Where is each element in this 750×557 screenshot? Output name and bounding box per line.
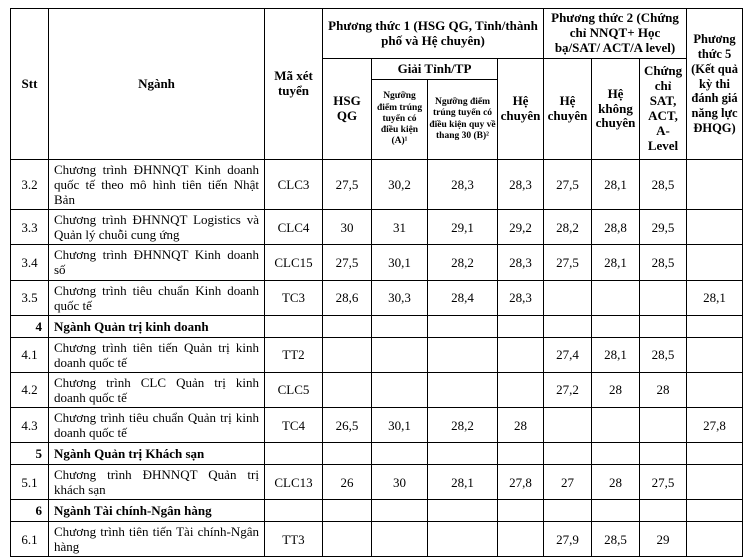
score-cell <box>498 522 544 557</box>
ma-cell: CLC15 <box>265 245 323 280</box>
ma-cell: TC4 <box>265 408 323 443</box>
score-cell <box>323 337 372 372</box>
table-row <box>11 372 743 407</box>
score-cell <box>428 500 498 522</box>
table-row <box>11 210 743 245</box>
score-cell <box>640 315 687 337</box>
score-cell <box>498 500 544 522</box>
score-cell <box>372 522 428 557</box>
score-cell <box>687 337 743 372</box>
score-cell: 28 <box>592 465 640 500</box>
score-cell: 30,2 <box>372 160 428 210</box>
score-cell <box>592 315 640 337</box>
col-header-nganh: Ngành <box>49 9 265 160</box>
stt-cell: 4.2 <box>11 372 49 407</box>
score-cell: 30 <box>323 210 372 245</box>
score-cell: 30,1 <box>372 408 428 443</box>
stt-cell: 4.3 <box>11 408 49 443</box>
stt-cell: 3.2 <box>11 160 49 210</box>
score-cell: 28 <box>498 408 544 443</box>
col-header-ma-xet-tuyen: Mã xét tuyển <box>265 9 323 160</box>
stt-cell: 4.1 <box>11 337 49 372</box>
ma-cell <box>265 443 323 465</box>
score-cell: 27 <box>544 465 592 500</box>
score-cell: 28,6 <box>323 280 372 315</box>
score-cell: 27,8 <box>498 465 544 500</box>
score-cell <box>687 160 743 210</box>
score-cell: 27,5 <box>323 160 372 210</box>
section-row <box>11 443 743 465</box>
score-cell: 28,2 <box>428 408 498 443</box>
nganh-cell: Chương trình ĐHNNQT Quản trị khách sạn <box>49 465 265 500</box>
score-cell: 27,5 <box>640 465 687 500</box>
section-row <box>11 500 743 522</box>
table-row <box>11 160 743 210</box>
score-cell: 28,8 <box>592 210 640 245</box>
score-cell <box>592 443 640 465</box>
score-cell <box>687 372 743 407</box>
stt-cell: 6.1 <box>11 522 49 557</box>
score-cell: 28,3 <box>498 280 544 315</box>
score-cell: 30,3 <box>372 280 428 315</box>
stt-cell: 5 <box>11 443 49 465</box>
score-cell <box>428 443 498 465</box>
score-cell <box>323 372 372 407</box>
score-cell: 29,2 <box>498 210 544 245</box>
score-cell: 27,9 <box>544 522 592 557</box>
score-cell <box>498 372 544 407</box>
score-cell: 28,5 <box>640 337 687 372</box>
table-row <box>11 522 743 557</box>
col-header-phuong-thuc-5: Phương thức 5 (Kết quả kỳ thi đánh giá năng lực ĐHQG) <box>687 9 743 160</box>
col-group-giai-tinh-tp: Giải Tỉnh/TP <box>372 59 498 80</box>
score-cell <box>372 500 428 522</box>
score-cell <box>687 465 743 500</box>
nganh-cell: Ngành Quản trị Khách sạn <box>49 443 265 465</box>
table-row <box>11 465 743 500</box>
score-cell <box>428 315 498 337</box>
ma-cell: TT2 <box>265 337 323 372</box>
nganh-cell: Chương trình CLC Quản trị kinh doanh quốc tế <box>49 372 265 407</box>
score-cell: 26,5 <box>323 408 372 443</box>
ma-cell: CLC4 <box>265 210 323 245</box>
ma-cell <box>265 500 323 522</box>
ma-cell: TC3 <box>265 280 323 315</box>
score-cell <box>323 315 372 337</box>
stt-cell: 3.4 <box>11 245 49 280</box>
score-cell <box>640 408 687 443</box>
nganh-cell: Chương trình tiên tiến Quản trị kinh doanh quốc tế <box>49 337 265 372</box>
col-header-he-chuyen-pt1: Hệ chuyên <box>498 59 544 160</box>
score-cell <box>592 408 640 443</box>
document-page <box>10 8 742 557</box>
score-cell <box>687 500 743 522</box>
score-cell <box>592 500 640 522</box>
nganh-cell: Chương trình ĐHNNQT Kinh doanh quốc tế theo mô hình tiên tiến Nhật Bản <box>49 160 265 210</box>
score-cell: 26 <box>323 465 372 500</box>
table-row <box>11 280 743 315</box>
ma-cell: TT3 <box>265 522 323 557</box>
score-cell: 30 <box>372 465 428 500</box>
stt-cell: 6 <box>11 500 49 522</box>
score-cell <box>428 522 498 557</box>
score-cell <box>498 315 544 337</box>
table-body <box>11 160 743 557</box>
score-cell: 28,5 <box>640 160 687 210</box>
score-cell <box>544 500 592 522</box>
score-cell: 28,5 <box>640 245 687 280</box>
score-cell <box>640 500 687 522</box>
table-row <box>11 408 743 443</box>
stt-cell: 5.1 <box>11 465 49 500</box>
score-cell <box>544 280 592 315</box>
ma-cell <box>265 315 323 337</box>
stt-cell: 3.3 <box>11 210 49 245</box>
score-cell: 29,1 <box>428 210 498 245</box>
nganh-cell: Chương trình ĐHNNQT Kinh doanh số <box>49 245 265 280</box>
score-cell <box>544 408 592 443</box>
score-cell <box>687 245 743 280</box>
stt-cell: 4 <box>11 315 49 337</box>
score-cell: 28,1 <box>592 245 640 280</box>
score-cell: 28,1 <box>428 465 498 500</box>
score-cell: 31 <box>372 210 428 245</box>
score-cell: 28,3 <box>428 160 498 210</box>
score-cell: 29 <box>640 522 687 557</box>
score-cell: 27,5 <box>323 245 372 280</box>
score-cell: 28 <box>640 372 687 407</box>
score-cell <box>592 280 640 315</box>
col-header-nguong-b: Ngưỡng điểm trúng tuyển có điều kiện quy về thang 30 (B)² <box>428 80 498 160</box>
score-cell <box>640 280 687 315</box>
score-cell: 27,2 <box>544 372 592 407</box>
score-cell: 27,5 <box>544 245 592 280</box>
col-group-phuong-thuc-2: Phương thức 2 (Chứng chỉ NNQT+ Học bạ/SAT/ ACT/A level) <box>544 9 687 59</box>
admission-scores-table <box>10 8 743 557</box>
nganh-cell: Chương trình tiêu chuẩn Kinh doanh quốc tế <box>49 280 265 315</box>
col-group-phuong-thuc-1: Phương thức 1 (HSG QG, Tỉnh/thành phố và Hệ chuyên) <box>323 9 544 59</box>
score-cell <box>687 522 743 557</box>
score-cell: 27,5 <box>544 160 592 210</box>
score-cell <box>687 210 743 245</box>
score-cell <box>498 443 544 465</box>
nganh-cell: Ngành Quản trị kinh doanh <box>49 315 265 337</box>
score-cell: 29,5 <box>640 210 687 245</box>
score-cell: 28,3 <box>498 160 544 210</box>
score-cell <box>323 522 372 557</box>
score-cell <box>687 315 743 337</box>
score-cell <box>372 372 428 407</box>
ma-cell: CLC5 <box>265 372 323 407</box>
ma-cell: CLC3 <box>265 160 323 210</box>
col-header-nguong-a: Ngưỡng điểm trúng tuyển có điều kiện (A)¹ <box>372 80 428 160</box>
ma-cell: CLC13 <box>265 465 323 500</box>
score-cell: 30,1 <box>372 245 428 280</box>
score-cell: 27,4 <box>544 337 592 372</box>
table-row <box>11 337 743 372</box>
col-header-he-khong-chuyen: Hệ không chuyên <box>592 59 640 160</box>
col-header-stt: Stt <box>11 9 49 160</box>
score-cell: 28,2 <box>544 210 592 245</box>
score-cell: 28,1 <box>592 160 640 210</box>
col-header-he-chuyen-pt2: Hệ chuyên <box>544 59 592 160</box>
section-row <box>11 315 743 337</box>
score-cell <box>687 443 743 465</box>
score-cell <box>428 372 498 407</box>
score-cell <box>323 443 372 465</box>
score-cell <box>640 443 687 465</box>
score-cell: 28,5 <box>592 522 640 557</box>
nganh-cell: Chương trình tiêu chuẩn Quản trị kinh doanh quốc tế <box>49 408 265 443</box>
col-header-hsg-qg: HSG QG <box>323 59 372 160</box>
nganh-cell: Chương trình tiên tiến Tài chính-Ngân hàng <box>49 522 265 557</box>
score-cell <box>323 500 372 522</box>
score-cell <box>498 337 544 372</box>
col-header-chung-chi: Chứng chỉ SAT, ACT, A-Level <box>640 59 687 160</box>
table-header <box>11 9 743 160</box>
score-cell: 28,1 <box>687 280 743 315</box>
score-cell <box>372 315 428 337</box>
nganh-cell: Ngành Tài chính-Ngân hàng <box>49 500 265 522</box>
score-cell: 27,8 <box>687 408 743 443</box>
score-cell <box>428 337 498 372</box>
score-cell: 28,2 <box>428 245 498 280</box>
score-cell <box>372 443 428 465</box>
score-cell: 28 <box>592 372 640 407</box>
score-cell: 28,4 <box>428 280 498 315</box>
table-row <box>11 245 743 280</box>
score-cell <box>544 315 592 337</box>
score-cell <box>372 337 428 372</box>
score-cell: 28,1 <box>592 337 640 372</box>
score-cell: 28,3 <box>498 245 544 280</box>
score-cell <box>544 443 592 465</box>
stt-cell: 3.5 <box>11 280 49 315</box>
nganh-cell: Chương trình ĐHNNQT Logistics và Quản lý chuỗi cung ứng <box>49 210 265 245</box>
